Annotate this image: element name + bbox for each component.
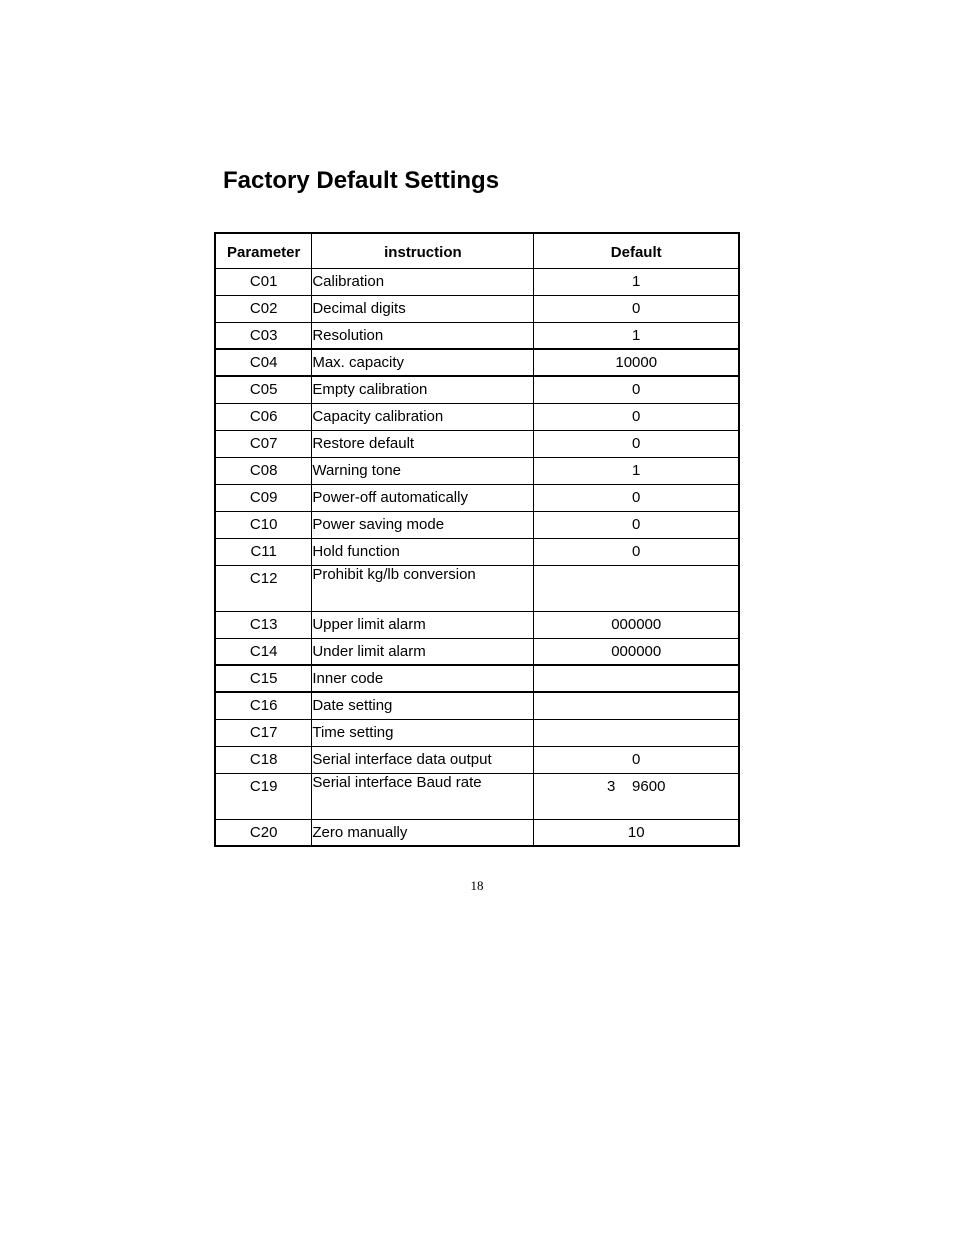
default-value: 1: [534, 268, 739, 295]
default-value: 10: [534, 819, 739, 846]
instruction-text: Resolution: [312, 322, 534, 349]
param-code: C06: [215, 403, 312, 430]
param-code: C04: [215, 349, 312, 376]
page-title: Factory Default Settings: [223, 167, 500, 194]
param-code: C18: [215, 746, 312, 773]
table-row: [215, 746, 739, 773]
param-code: C11: [215, 538, 312, 565]
default-value: 0: [534, 511, 739, 538]
param-code: C10: [215, 511, 312, 538]
instruction-text: Serial interface data output: [312, 746, 534, 773]
instruction-text: Power saving mode: [312, 511, 534, 538]
instruction-text: Capacity calibration: [312, 403, 534, 430]
default-value: 000000: [534, 638, 739, 665]
table-row: [215, 665, 739, 692]
default-value: 0: [534, 295, 739, 322]
instruction-text: Zero manually: [312, 819, 534, 846]
instruction-text: Serial interface Baud rate: [312, 773, 534, 819]
table-header-row: [215, 233, 739, 268]
param-code: C17: [215, 719, 312, 746]
page-number: 18: [470, 878, 484, 893]
param-code: C02: [215, 295, 312, 322]
header-parameter: Parameter: [215, 233, 312, 268]
table-row: [215, 376, 739, 403]
instruction-text: Restore default: [312, 430, 534, 457]
instruction-text: Decimal digits: [312, 295, 534, 322]
param-code: C19: [215, 773, 312, 819]
param-code: C07: [215, 430, 312, 457]
table-row: [215, 538, 739, 565]
settings-table: [214, 232, 740, 847]
default-value: 0: [534, 746, 739, 773]
instruction-text: Time setting: [312, 719, 534, 746]
default-value: 0: [534, 403, 739, 430]
table-row: [215, 403, 739, 430]
default-value: [534, 692, 739, 719]
default-value: [534, 719, 739, 746]
instruction-text: Upper limit alarm: [312, 611, 534, 638]
table-row: [215, 268, 739, 295]
table-row: [215, 295, 739, 322]
table-row: [215, 719, 739, 746]
table-row: [215, 484, 739, 511]
default-value: 1: [534, 322, 739, 349]
table-row: [215, 349, 739, 376]
instruction-text: Date setting: [312, 692, 534, 719]
table-row: [215, 773, 739, 819]
default-value: 0: [534, 538, 739, 565]
param-code: C13: [215, 611, 312, 638]
instruction-text: Warning tone: [312, 457, 534, 484]
instruction-text: Hold function: [312, 538, 534, 565]
default-value: 3 9600: [534, 773, 739, 819]
param-code: C08: [215, 457, 312, 484]
instruction-text: Power-off automatically: [312, 484, 534, 511]
default-value: [534, 565, 739, 611]
param-code: C09: [215, 484, 312, 511]
param-code: C01: [215, 268, 312, 295]
header-default: Default: [534, 233, 739, 268]
param-code: C15: [215, 665, 312, 692]
default-value: 0: [534, 484, 739, 511]
instruction-text: Empty calibration: [312, 376, 534, 403]
default-value: 0: [534, 376, 739, 403]
table-row: [215, 322, 739, 349]
default-value: 0: [534, 430, 739, 457]
instruction-text: Inner code: [312, 665, 534, 692]
table-row: [215, 430, 739, 457]
header-instruction: instruction: [312, 233, 534, 268]
table-row: [215, 565, 739, 611]
param-code: C16: [215, 692, 312, 719]
default-value: [534, 665, 739, 692]
param-code: C20: [215, 819, 312, 846]
instruction-text: Calibration: [312, 268, 534, 295]
param-code: C05: [215, 376, 312, 403]
table-row: [215, 511, 739, 538]
table-row: [215, 457, 739, 484]
table-row: [215, 819, 739, 846]
table-row: [215, 638, 739, 665]
table-row: [215, 692, 739, 719]
default-value: 1: [534, 457, 739, 484]
param-code: C14: [215, 638, 312, 665]
default-value: 000000: [534, 611, 739, 638]
param-code: C12: [215, 565, 312, 611]
default-value: 10000: [534, 349, 739, 376]
param-code: C03: [215, 322, 312, 349]
table-row: [215, 611, 739, 638]
instruction-text: Max. capacity: [312, 349, 534, 376]
instruction-text: Prohibit kg/lb conversion: [312, 565, 534, 611]
instruction-text: Under limit alarm: [312, 638, 534, 665]
